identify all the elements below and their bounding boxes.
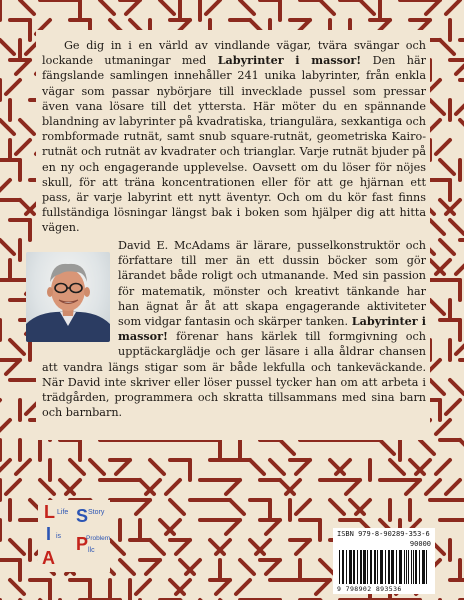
intro-book-title: Labyrinter i massor! <box>217 53 362 68</box>
logo-word-life: Life <box>57 509 69 516</box>
logo-letter-a: A <box>42 548 55 568</box>
logo-word-story: Story <box>88 509 105 516</box>
logo-word-llc: llc <box>88 547 95 554</box>
intro-paragraph <box>42 38 426 236</box>
barcode-bars <box>339 550 429 584</box>
author-lead-text: David E. McAdams är lärare, pusselkonstruktör och författare till mer än ett dussin böcker som gör lärandet både roligt och utmanande. Med sin passion för matematik, mönster och kreativt tänkande har han ägnat år åt att skapa engagerande aktiviteter som vidgar fantasin och skärper tanken. <box>118 239 426 329</box>
intro-lead-text: Ge dig in i en värld av vindlande vägar, tvära svängar och lockande utmaningar med <box>42 39 426 68</box>
isbn-text: ISBN 979-8-90289-353-6 <box>337 530 430 538</box>
logo-word-problem: Problem <box>86 535 110 542</box>
logo-letter-i: I <box>46 524 52 544</box>
price-code: 90000 <box>409 540 431 548</box>
author-paragraph <box>42 238 426 420</box>
isbn-barcode <box>333 528 435 594</box>
logo-letter-l: L <box>44 502 55 522</box>
author-book-title: Labyrinter i massor! <box>118 314 426 344</box>
author-photo <box>26 252 110 342</box>
publisher-logo <box>38 500 110 572</box>
logo-word-is: is <box>56 533 62 540</box>
logo-letter-s: S <box>76 506 89 526</box>
author-body-text: förenar hans kärlek till formgivning och upptäckarglädje och ger läsare i alla åldrar chansen att vandra längs stigar som är både lekfulla och tankeväckande. När David inte skriver eller löser pussel tycker han om att arbeta i trädgården, programmera och skratta tillsammans med sina barn och barnbarn. <box>42 330 426 420</box>
intro-body-text: Den här fängslande samlingen innehåller 241 unika labyrinter, från enkla vägar som passar nybörjare till invecklade pussel som pressar även vana lösare till det yttersta. Här möter du en spännande blandning av labyrinter på kvadratiska, triangulära, sexkantiga och rombformade rutnät, samt snub square-rutnät, geometriska Kairo-rutnät och rutnät av kvadrater och trianglar. Varje rutnät bjuder på en ny och engagerande upplevelse. Oavsett om du löser för nöjes skull, för att träna koncentrationen eller för att ge hjärnan ett pass, är varje labyrint ett nytt äventyr. Och om du kör fast finns fullständiga lösningar längst bak i boken som hjälper dig att hitta vägen. <box>42 54 426 235</box>
barcode-number: 9 798902 893536 <box>337 585 402 593</box>
logo-letter-p: P <box>76 534 89 554</box>
